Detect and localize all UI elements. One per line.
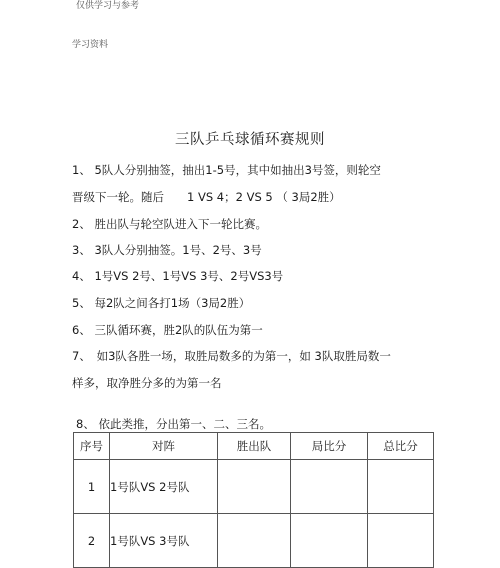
cell-winner <box>218 460 291 514</box>
cell-index: 2 <box>74 514 110 568</box>
header-cell-index: 序号 <box>74 433 110 460</box>
cell-game-score <box>291 514 368 568</box>
cell-index: 1 <box>74 460 110 514</box>
rule-line-7: 7、 如3队各胜一场，取胜局数多的为第一，如 3队取胜局数一 <box>72 349 391 363</box>
rule-line-3: 3、 3队人分别抽签。1号、2号、3号 <box>72 243 262 257</box>
page-title: 三队乒乓球循环赛规则 <box>175 132 325 148</box>
table-row <box>74 460 434 514</box>
rule-line-5: 5、 每2队之间各打1场（3局2胜） <box>72 296 251 310</box>
rule-line-7-cont: 样多，取净胜分多的为第一名 <box>72 376 222 390</box>
rule-line-8: 8、 依此类推，分出第一、二、三名。 <box>76 417 271 431</box>
cell-matchup: 1号队VS 3号队 <box>110 514 218 568</box>
cell-matchup: 1号队VS 2号队 <box>110 460 218 514</box>
rule-line-4: 4、 1号VS 2号、1号VS 3号、2号VS3号 <box>72 269 284 283</box>
cell-total-score <box>368 514 434 568</box>
header-cell-game-score: 局比分 <box>291 433 368 460</box>
rule-line-6: 6、 三队循环赛，胜2队的队伍为第一 <box>72 323 263 337</box>
header-subnote: 学习资料 <box>72 40 109 50</box>
cell-total-score <box>368 460 434 514</box>
rule-line-2: 2、 胜出队与轮空队进入下一轮比赛。 <box>72 217 267 231</box>
table-row <box>74 514 434 568</box>
cell-game-score <box>291 460 368 514</box>
cell-winner <box>218 514 291 568</box>
header-cell-total-score: 总比分 <box>368 433 434 460</box>
header-cell-winner: 胜出队 <box>218 433 291 460</box>
table-header-row <box>74 433 434 460</box>
header-note: 仅供学习与参考 <box>76 1 140 11</box>
header-cell-matchup: 对阵 <box>110 433 218 460</box>
results-table <box>73 432 434 568</box>
rule-line-1-cont: 晋级下一轮。随后 1 VS 4；2 VS 5 （ 3局2胜） <box>72 190 341 204</box>
rule-line-1: 1、 5队人分别抽签，抽出1-5号，其中如抽出3号签，则轮空 <box>72 163 381 177</box>
